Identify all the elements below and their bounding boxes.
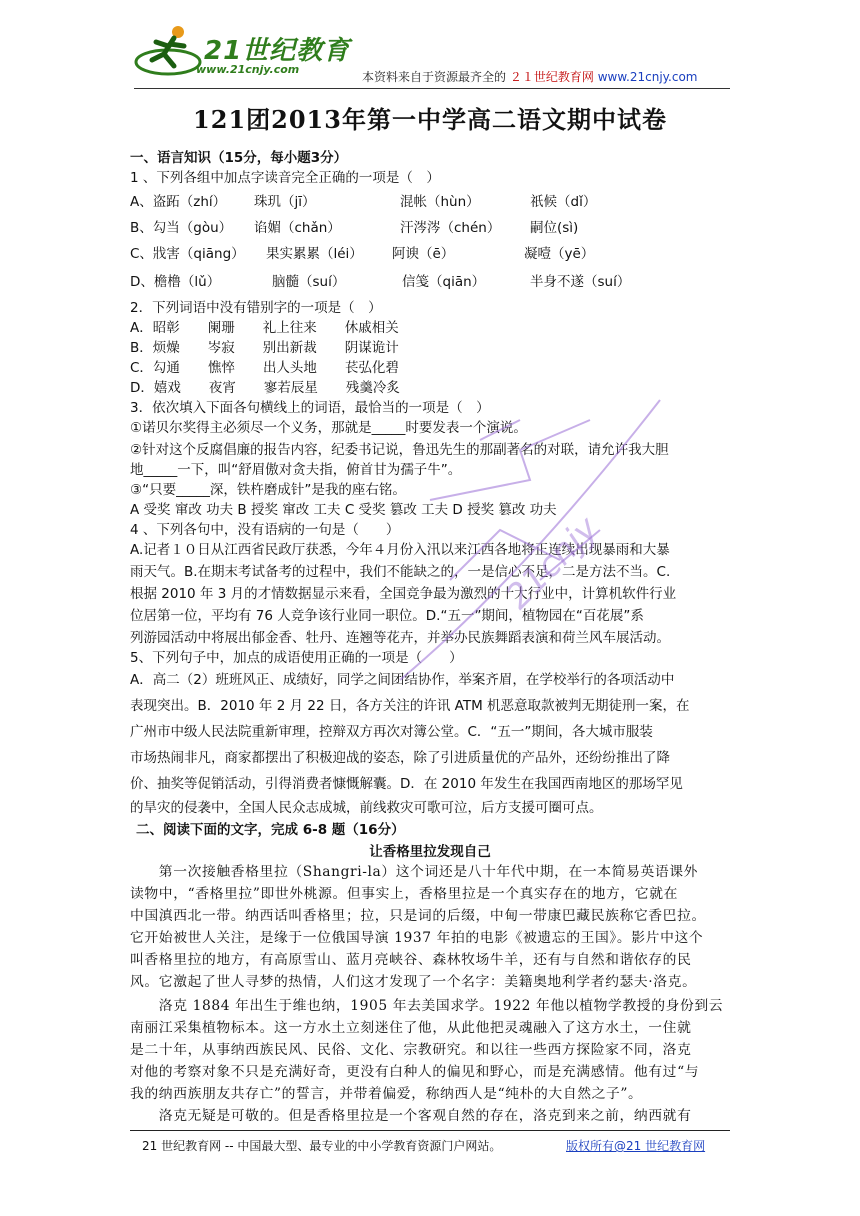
header-note-prefix: 本资料来自于资源最齐全的 <box>362 70 507 84</box>
q4-line: 根据 2010 年 3 月的才情数据显示来看，全国竞争最为激烈的十大行业中，计算机软件行业 <box>130 586 677 602</box>
q3-stem: 3．依次填入下面各句横线上的词语，最恰当的一项是（ ） <box>130 400 490 416</box>
passage-line: 它开始被世人关注，是缘于一位俄国导演 1937 年拍的电影《被遗忘的王国》。影片中这个 <box>130 930 704 946</box>
logo-url: www.21cnjy.com <box>196 63 300 76</box>
passage-line: 是二十年，从事纳西族民风、民俗、文化、宗教研究。和以往一些西方探险家不同，洛克 <box>130 1042 692 1058</box>
q4-line: 列游园活动中将展出郁金香、牡丹、连翘等花卉，并举办民族舞蹈表演和荷兰风车展活动。 <box>130 630 670 646</box>
passage-line: 洛克 1884 年出生于维也纳，1905 年去美国求学。1922 年他以植物学教授的身份到云 <box>130 998 724 1014</box>
q2-stem: 2．下列词语中没有错别字的一项是（ ） <box>130 300 382 316</box>
passage-line: 风。它激起了世人寻梦的热情，人们这才发现了一个名字：美籍奥地利学者约瑟夫·洛克。 <box>130 974 697 990</box>
footer-text: 21 世纪教育网 -- 中国最大型、最专业的中小学教育资源门户网站。 <box>142 1139 502 1153</box>
q3-line: 地_____一下，叫“舒眉傲对贪夫指，俯首甘为孺子牛”。 <box>130 462 462 478</box>
q3-line: ①诺贝尔奖得主必须尽一个义务，那就是_____时要发表一个演说。 <box>130 420 527 436</box>
header-site-url[interactable]: www.21cnjy.com <box>597 70 698 84</box>
document-page: 21世纪教育 www.21cnjy.com 本资料来自于资源最齐全的 ２１世纪教育网 www.21cnjy.com 121团2013年第一中学高二语文期中试卷 一、语言知识（15分，每小题3分） 1 、下列各组中加点字读音完全正确的一项是（ ） A、盗跖（zhí） 珠玑（jī） 混帐（hùn） 祇候（dǐ） B、勾当（gòu） 谄媚（chǎn） 汗涔涔（chén） 嗣位(sì) C、戕害（qiāng） 果实累累（léi） 阿谀（ē） 凝噎（yē） D、檐橹（lǔ） 脑髓（suí） 信笺（qiān） 半身不遂（suí） 2．下列词语中没有错别字的一项是（ ） A．昭彰 阑珊 礼上往来 休戚相关 B．烦燥 岑寂 别出新裁 阴谋诡计 C．勾通 憔悴 出人头地 苌弘化碧 D．嬉戏 夜宵 寥若辰星 残羹冷炙 3．依次填入下面各句横线上的词语，最恰当的一项是（ ） ①诺贝尔奖得主必须尽一个义务，那就是_____时要发表一个演说。 ②针对这个反腐倡廉的报告内容，纪委书记说，鲁迅先生的那副著名的对联，请允许我大胆 地_____一下，叫“舒眉傲对贪夫指，俯首甘为孺子牛”。 ③“只要_____深，铁杵磨成针”是我的座右铭。 A 受奖 窜改 功夫 B 授奖 窜改 工夫 C 受奖 篡改 工夫 D 授奖 篡改 功夫 4 、下列各句中，没有语病的一句是（ ） A.记者１０日从江西省民政厅获悉，今年４月份入汛以来江西各地将正连续出现暴雨和大暴 雨天气。B.在期末考试备考的过程中，我们不能缺之的，一是信心不足，二是方法不当。C. 根据 2010 年 3 月的才情数据显示来看，全国竞争最为激烈的十大行业中，计算机软件行业 位居第一位，平均有 76 人竞争该行业同一职位。D.“五一”期间，植物园在“百花展”系 列游园活动中将展出郁金香、牡丹、连翘等花卉，并举办民族舞蹈表演和荷兰风车展活动。 5、下列句子中，加点的成语使用正确的一项是（ ） A．高二（2）班班风正、成绩好，同学之间团结协作，举案齐眉，在学校举行的各项活动中 表现突出。B．2010 年 2 月 22 日，各方关注的许讯 ATM 机恶意取款被判无期徒刑一案，在 广州市中级人民法院重新审理，控辩双方再次对簿公堂。C．“五一”期间，各大城市服装 市场热闹非凡，商家都摆出了积极迎战的姿态，除了引进质量优的产品外，还纷纷推出了降 价、抽奖等促销活动，引得消费者慷慨解囊。D．在 2010 年发生在我国西南地区的那场罕见 的旱灾的侵袭中，全国人民众志成城，前线救灾可歌可泣，后方支援可圈可点。 二、阅读下面的文字，完成 6-8 题（16分） 让香格里拉发现自己 第一次接触香格里拉（Shangri-la）这个词还是八十年代中期，在一本简易英语课外 读物中，“香格里拉”即世外桃源。但事实上，香格里拉是一个真实存在的地方，它就在 中国滇西北一带。纳西话叫香格里；拉，只是词的后缀，中甸一带康巴藏民族称它香巴拉。 它开始被世人关注，是缘于一位俄国导演 1937 年拍的电影《被遗忘的王国》。影片中这个 叫香格里拉的地方，有高原雪山、蓝月亮峡谷、森林牧场牛羊，还有与自然和谐依存的民 风。它激起了世人寻梦的热情，人们这才发现了一个名字：美籍奥地利学者约瑟夫·洛克。 洛克 1884 年出生于维也纳，1905 年去美国求学。1922 年他以植物学教授的身份到云 南丽江采集植物标本。这一方水土立刻迷住了他，从此他把灵魂融入了这方水土，一住就 是二十年，从事纳西族民风、民俗、文化、宗教研究。和以往一些西方探险家不同，洛克 对他的考察对象不只是充满好奇，更没有白种人的偏见和野心，而是充满感情。他有过“与 我的纳西族朋友共存亡”的誓言，并带着偏爱，称纳西人是“纯朴的大自然之子”。 洛克无疑是可敬的。但是香格里拉是一个客观自然的存在，洛克到来之前，纳西就有 21cnjy 21 世纪教育网 -- 中国最大型、最专业的中小学教育资源门户网站。 版权所有@21 世纪教育网 <box>0 0 860 1216</box>
q3-line: ②针对这个反腐倡廉的报告内容，纪委书记说，鲁迅先生的那副著名的对联，请允许我大胆 <box>130 442 669 458</box>
q4-line: 雨天气。B.在期末考试备考的过程中，我们不能缺之的，一是信心不足，二是方法不当。C. <box>130 564 671 580</box>
q5-line: 广州市中级人民法院重新审理，控辩双方再次对簿公堂。C．“五一”期间，各大城市服装 <box>130 724 653 740</box>
copyright-link[interactable]: 版权所有@21 世纪教育网 <box>566 1139 706 1153</box>
q5-line: 市场热闹非凡，商家都摆出了积极迎战的姿态，除了引进质量优的产品外，还纷纷推出了降 <box>130 750 670 766</box>
q3-line: ③“只要_____深，铁杵磨成针”是我的座右铭。 <box>130 482 406 498</box>
passage-line: 中国滇西北一带。纳西话叫香格里；拉，只是词的后缀，中甸一带康巴藏民族称它香巴拉。 <box>130 908 706 924</box>
header-site-name[interactable]: ２１世纪教育网 <box>509 70 594 84</box>
passage-line: 对他的考察对象不只是充满好奇，更没有白种人的偏见和野心，而是充满感情。他有过“与 <box>130 1064 700 1080</box>
passage-title: 让香格里拉发现自己 <box>369 844 491 860</box>
q5-line: 表现突出。B．2010 年 2 月 22 日，各方关注的许讯 ATM 机恶意取款被判无期徒刑一案，在 <box>130 698 690 714</box>
q5-stem: 5、下列句子中，加点的成语使用正确的一项是（ ） <box>130 650 463 666</box>
footer-divider <box>130 1130 730 1131</box>
passage-line: 我的纳西族朋友共存亡”的誓言，并带着偏爱，称纳西人是“纯朴的大自然之子”。 <box>130 1086 643 1102</box>
section2-heading: 二、阅读下面的文字，完成 6-8 题（16分） <box>136 822 405 838</box>
q4-line: 位居第一位，平均有 76 人竞争该行业同一职位。D.“五一”期间，植物园在“百花展”系 <box>130 608 644 624</box>
section1-heading: 一、语言知识（15分，每小题3分） <box>130 150 348 166</box>
q2-option-d: D．嬉戏 夜宵 寥若辰星 残羹冷炙 <box>130 380 400 396</box>
svg-text:21cnjy: 21cnjy <box>498 508 607 618</box>
header-note <box>362 68 697 85</box>
passage-line: 南丽江采集植物标本。这一方水土立刻迷住了他，从此他把灵魂融入了这方水土，一住就 <box>130 1020 692 1036</box>
logo-text: 21世纪教育 <box>204 36 351 66</box>
passage-line: 叫香格里拉的地方，有高原雪山、蓝月亮峡谷、森林牧场牛羊，还有与自然和谐依存的民 <box>130 952 692 968</box>
q2-option-c: C．勾通 憔悴 出人头地 苌弘化碧 <box>130 360 399 376</box>
q5-line: A．高二（2）班班风正、成绩好，同学之间团结协作，举案齐眉，在学校举行的各项活动中 <box>130 672 675 688</box>
q1-stem: 1 、下列各组中加点字读音完全正确的一项是（ ） <box>130 170 440 186</box>
page-title: 121团2013年第一中学高二语文期中试卷 <box>193 105 667 134</box>
q3-answer-options: A 受奖 窜改 功夫 B 授奖 窜改 工夫 C 受奖 篡改 工夫 D 授奖 篡改 功夫 <box>130 502 557 518</box>
header-divider <box>134 88 730 89</box>
passage-line: 读物中，“香格里拉”即世外桃源。但事实上，香格里拉是一个真实存在的地方，它就在 <box>130 886 678 902</box>
q2-option-b: B．烦燥 岑寂 别出新裁 阴谋诡计 <box>130 340 399 356</box>
q5-line: 价、抽奖等促销活动，引得消费者慷慨解囊。D．在 2010 年发生在我国西南地区的那场罕见 <box>130 776 683 792</box>
q5-line: 的旱灾的侵袭中，全国人民众志成城，前线救灾可歌可泣，后方支援可圈可点。 <box>130 800 603 816</box>
q4-line: A.记者１０日从江西省民政厅获悉，今年４月份入汛以来江西各地将正连续出现暴雨和大暴 <box>130 542 670 558</box>
passage-line: 第一次接触香格里拉（Shangri-la）这个词还是八十年代中期，在一本简易英语课外 <box>130 864 699 880</box>
q2-option-a: A．昭彰 阑珊 礼上往来 休戚相关 <box>130 320 399 336</box>
q4-stem: 4 、下列各句中，没有语病的一句是（ ） <box>130 522 400 538</box>
passage-line: 洛克无疑是可敬的。但是香格里拉是一个客观自然的存在，洛克到来之前，纳西就有 <box>130 1108 692 1124</box>
